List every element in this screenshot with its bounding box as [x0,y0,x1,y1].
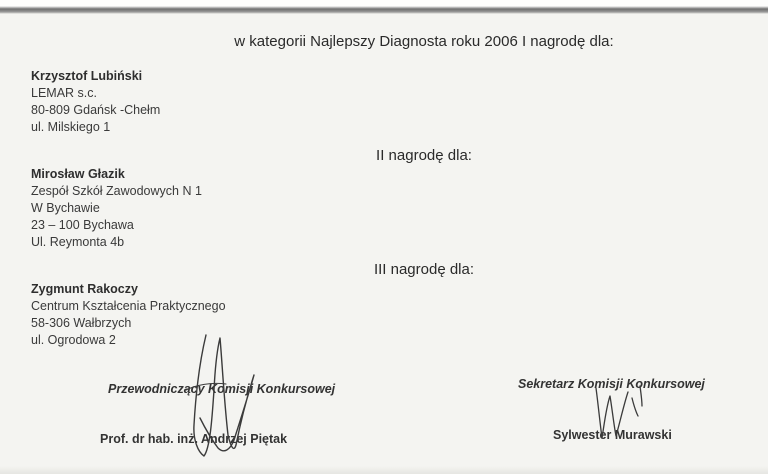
winner-address-line: W Bychawie [31,201,100,215]
winner-address-line: ul. Ogrodowa 2 [31,333,116,347]
scan-top-edge [0,0,768,14]
chair-name: Prof. dr hab. inż. Andrzej Piętak [100,432,288,446]
winner-address-line: 58-306 Wałbrzych [31,316,132,330]
chair-handwritten-signature [176,330,266,460]
winner-address-line: 23 – 100 Bychawa [31,218,134,232]
winner-address-line: 80-809 Gdańsk -Chełm [31,103,161,117]
winner-address-line: Zespół Szkół Zawodowych N 1 [31,184,202,198]
chair-title: Przewodniczący Komisji Konkursowej [108,382,336,396]
winner-name: Zygmunt Rakoczy [31,282,138,296]
secretary-name: Sylwester Murawski [553,428,672,442]
secretary-handwritten-signature [588,378,648,448]
winner-address-line: ul. Milskiego 1 [31,120,111,134]
winner-block-first [31,68,160,136]
third-prize-heading: III nagrodę dla: [373,261,475,278]
winner-block-second [31,166,202,251]
winner-address-line: LEMAR s.c. [31,86,97,100]
winner-name: Krzysztof Lubiński [31,69,143,83]
secretary-title: Sekretarz Komisji Konkursowej [518,377,705,391]
winner-address-line: Centrum Kształcenia Praktycznego [31,299,226,313]
winner-address-line: Ul. Reymonta 4b [31,235,125,249]
first-prize-heading: w kategorii Najlepszy Diagnosta roku 2006 I nagrodę dla: [234,33,614,50]
scan-bottom-edge [0,466,768,474]
second-prize-heading: II nagrodę dla: [376,147,472,164]
winner-name: Mirosław Głazik [31,167,125,181]
